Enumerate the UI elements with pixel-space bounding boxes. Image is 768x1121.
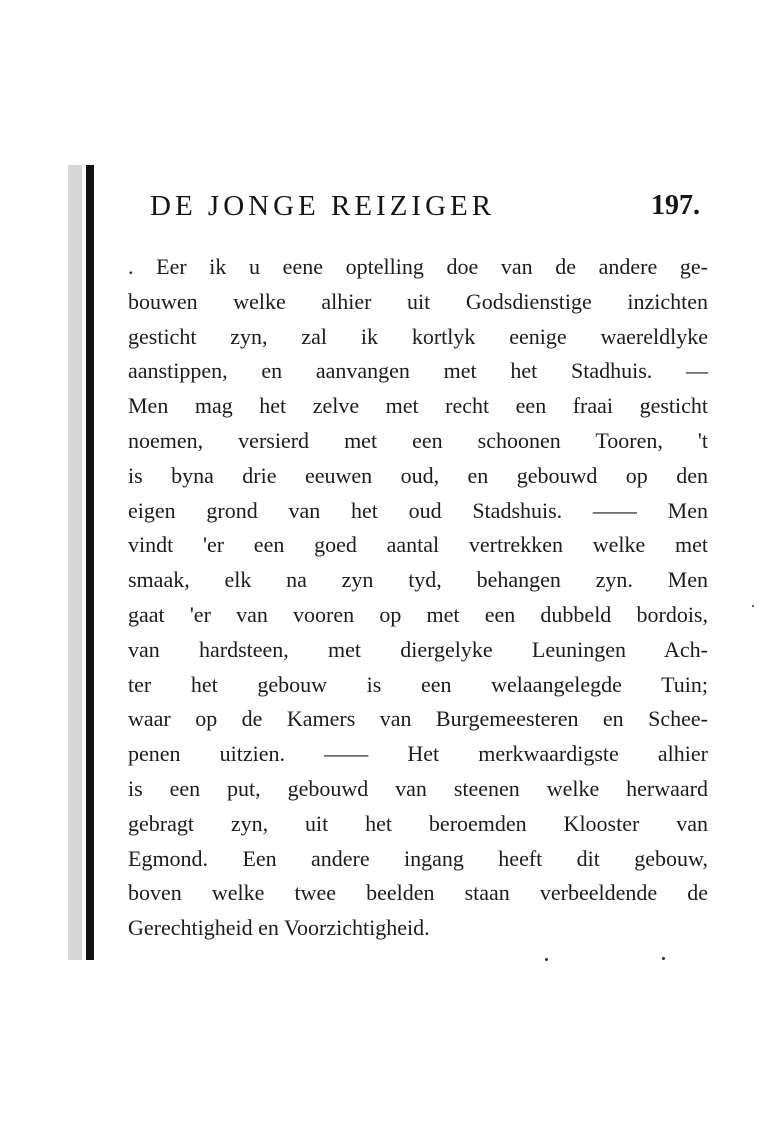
text-line: gaat 'er van vooren op met een dubbeld bordois,: [128, 601, 708, 627]
text-line: gebragt zyn, uit het beroemden Klooster van: [128, 810, 708, 836]
binding-rule: [86, 165, 94, 960]
text-line: eigen grond van het oud Stadshuis. —— Men: [128, 497, 708, 523]
text-line: penen uitzien. —— Het merkwaardigste alhier: [128, 741, 708, 767]
text-line: is een put, gebouwd van steenen welke herwaard: [128, 775, 708, 801]
text-line: van hardsteen, met diergelyke Leuningen Ach-: [128, 636, 708, 662]
running-head: DE JONGE REIZIGER: [150, 190, 496, 222]
text-line: . Eer ik u eene optelling doe van de andere ge-: [128, 254, 708, 279]
body-text: [128, 250, 708, 946]
text-line: Egmond. Een andere ingang heeft dit gebouw,: [128, 845, 708, 871]
text-line: ter het gebouw is een welaangelegde Tuin;: [128, 671, 708, 697]
text-line: Gerechtigheid en Voorzichtigheid.: [128, 915, 430, 941]
text-line: smaak, elk na zyn tyd, behangen zyn. Men: [128, 567, 708, 593]
page-gutter-shadow: [68, 165, 82, 960]
text-line: vindt 'er een goed aantal vertrekken welke met: [128, 532, 708, 558]
text-line: gesticht zyn, zal ik kortlyk eenige waereldlyke: [128, 323, 708, 349]
text-line: boven welke twee beelden staan verbeeldende de: [128, 880, 708, 906]
print-speck: [752, 605, 754, 607]
print-speck: [662, 957, 665, 960]
print-speck: [545, 958, 548, 961]
text-line: Men mag het zelve met recht een fraai gesticht: [128, 393, 708, 419]
text-line: waar op de Kamers van Burgemeesteren en Schee-: [128, 706, 708, 732]
text-line: noemen, versierd met een schoonen Tooren, 't: [128, 427, 708, 453]
text-line: bouwen welke alhier uit Godsdienstige inzichten: [128, 288, 708, 314]
page-header: [150, 190, 710, 230]
text-line: is byna drie eeuwen oud, en gebouwd op den: [128, 462, 708, 488]
text-line: aanstippen, en aanvangen met het Stadhuis. —: [128, 358, 708, 384]
page-number: 197.: [651, 190, 700, 221]
